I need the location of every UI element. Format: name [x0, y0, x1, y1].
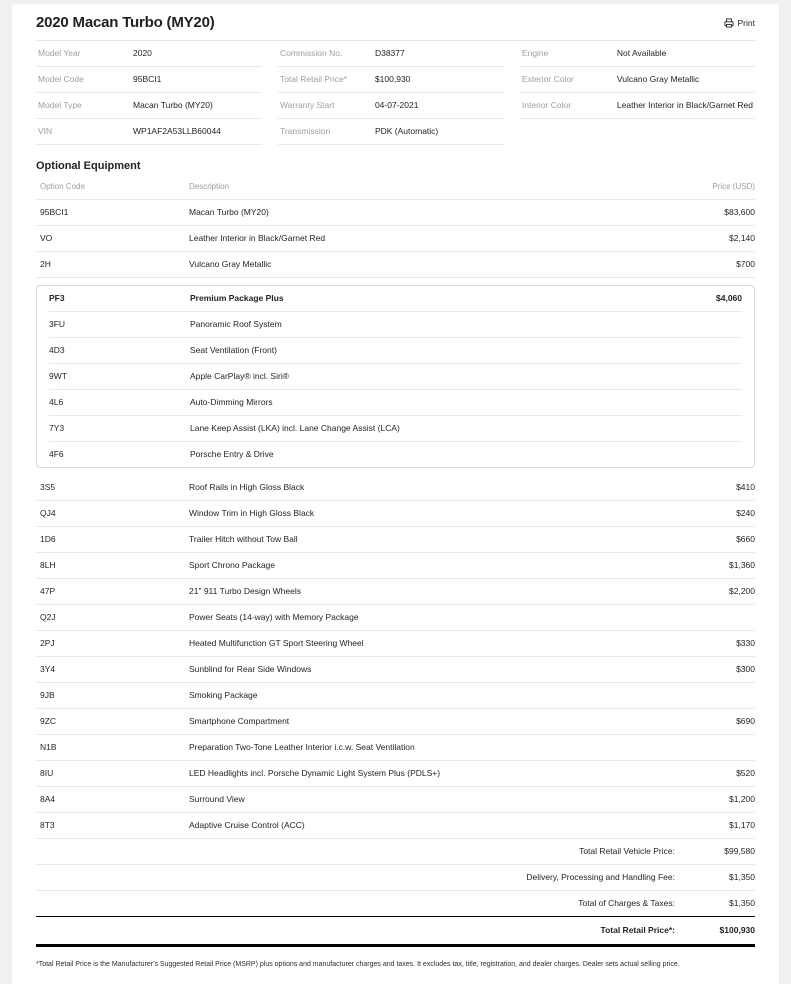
detail-value: D38377 [374, 48, 405, 58]
total-label: Total of Charges & Taxes: [578, 898, 675, 908]
total-retail-price-row [36, 916, 755, 947]
option-code: 1D6 [40, 534, 56, 544]
option-price: $2,200 [729, 586, 755, 596]
total-row [36, 891, 755, 916]
option-description: Vulcano Gray Metallic [189, 259, 272, 269]
detail-label: VIN [38, 126, 53, 136]
option-price: $700 [736, 259, 755, 269]
print-label: Print [737, 17, 755, 28]
option-code: 9JB [40, 690, 55, 700]
details-column-1 [36, 41, 262, 145]
option-description: Surround View [189, 794, 245, 804]
option-code: 4F6 [49, 449, 64, 459]
package-item-row [49, 416, 742, 442]
equipment-rows-top [36, 200, 755, 278]
option-code: Q2J [40, 612, 56, 622]
header-description: Description [189, 182, 230, 191]
vehicle-summary-card [12, 4, 779, 984]
detail-value: WP1AF2A53LLB60044 [133, 126, 221, 136]
option-price: $660 [736, 534, 755, 544]
option-price: $1,360 [729, 560, 755, 570]
option-price: $520 [736, 768, 755, 778]
equipment-row [36, 579, 755, 605]
detail-label: Model Year [38, 48, 81, 58]
option-code: 47P [40, 586, 56, 596]
header-option-code: Option Code [40, 182, 85, 191]
equipment-row [36, 226, 755, 252]
option-description: Seat Ventilation (Front) [190, 345, 277, 355]
detail-row [520, 41, 755, 67]
option-description: Adaptive Cruise Control (ACC) [189, 820, 305, 830]
total-retail-price-label: Total Retail Price*: [600, 925, 675, 935]
option-description: Lane Keep Assist (LKA) incl. Lane Change Assist (LCA) [190, 423, 400, 433]
total-label: Delivery, Processing and Handling Fee: [526, 872, 675, 882]
option-description: Auto-Dimming Mirrors [190, 397, 273, 407]
option-code: 8A4 [40, 794, 56, 804]
option-description: Leather Interior in Black/Garnet Red [189, 233, 326, 243]
detail-row [520, 67, 755, 93]
equipment-row [36, 631, 755, 657]
total-row [36, 839, 755, 865]
equipment-row [36, 475, 755, 501]
option-description: Trailer Hitch without Tow Ball [189, 534, 298, 544]
vehicle-details-grid [36, 41, 755, 145]
option-code: 8LH [40, 560, 56, 570]
option-code: N1B [40, 742, 57, 752]
premium-package-box [36, 285, 755, 468]
option-description: Macan Turbo (MY20) [189, 207, 269, 217]
detail-value: Vulcano Gray Metallic [616, 74, 700, 84]
package-item-row [49, 442, 742, 467]
package-item-row [49, 338, 742, 364]
equipment-row [36, 252, 755, 278]
option-description: Premium Package Plus [190, 293, 284, 303]
equipment-row [36, 501, 755, 527]
equipment-row [36, 761, 755, 787]
package-items [49, 312, 742, 467]
totals-section [36, 839, 755, 947]
detail-label: Transmission [279, 126, 331, 136]
option-code: 9WT [49, 371, 67, 381]
option-code: 3Y4 [40, 664, 56, 674]
detail-value: PDK (Automatic) [374, 126, 439, 136]
option-description: Apple CarPlay® incl. Siri® [190, 371, 289, 381]
detail-label: Model Type [38, 100, 82, 110]
equipment-row [36, 709, 755, 735]
equipment-row [36, 735, 755, 761]
option-description: Porsche Entry & Drive [190, 449, 274, 459]
total-value: $1,350 [729, 872, 755, 882]
option-code: 4L6 [49, 397, 64, 407]
option-code: PF3 [49, 293, 65, 303]
option-price: $4,060 [716, 293, 742, 303]
option-price: $83,600 [724, 207, 755, 217]
option-code: 3S5 [40, 482, 56, 492]
detail-label: Model Code [38, 74, 84, 84]
detail-row [36, 67, 262, 93]
option-code: 7Y3 [49, 423, 65, 433]
detail-row [278, 41, 504, 67]
option-price: $300 [736, 664, 755, 674]
detail-row [36, 93, 262, 119]
equipment-row [36, 813, 755, 839]
option-price: $330 [736, 638, 755, 648]
option-code: 8IU [40, 768, 54, 778]
detail-value: $100,930 [374, 74, 411, 84]
option-description: Heated Multifunction GT Sport Steering Wheel [189, 638, 364, 648]
option-description: Roof Rails in High Gloss Black [189, 482, 305, 492]
equipment-table-header [36, 174, 755, 200]
page-title: 2020 Macan Turbo (MY20) [36, 14, 215, 31]
option-description: 21" 911 Turbo Design Wheels [189, 586, 302, 596]
equipment-row [36, 605, 755, 631]
option-price: $690 [736, 716, 755, 726]
package-header-row [49, 286, 742, 312]
detail-row [36, 41, 262, 67]
printer-icon [724, 18, 734, 28]
option-description: Sunblind for Rear Side Windows [189, 664, 312, 674]
option-price: $2,140 [729, 233, 755, 243]
detail-label: Engine [521, 48, 549, 58]
total-value: $1,350 [729, 898, 755, 908]
details-column-2 [278, 41, 504, 145]
option-price: $1,200 [729, 794, 755, 804]
equipment-row [36, 553, 755, 579]
detail-value: Leather Interior in Black/Garnet Red [616, 100, 753, 110]
option-description: Smoking Package [189, 690, 258, 700]
detail-value: 2020 [133, 48, 152, 58]
option-price: $410 [736, 482, 755, 492]
details-column-3 [520, 41, 755, 145]
optional-equipment-heading: Optional Equipment [36, 160, 141, 172]
detail-value: 95BCI1 [133, 74, 162, 84]
equipment-row [36, 527, 755, 553]
total-label: Total Retail Vehicle Price: [579, 846, 675, 856]
totals-subrows [36, 839, 755, 916]
detail-row [278, 67, 504, 93]
option-price: $1,170 [729, 820, 755, 830]
option-price: $240 [736, 508, 755, 518]
equipment-row [36, 683, 755, 709]
detail-row [278, 119, 504, 145]
package-item-row [49, 364, 742, 390]
equipment-row [36, 657, 755, 683]
option-code: 2H [40, 259, 51, 269]
total-retail-price-value: $100,930 [719, 925, 755, 935]
detail-row [36, 119, 262, 145]
equipment-rows-bottom [36, 475, 755, 839]
total-value: $99,580 [724, 846, 755, 856]
option-description: Power Seats (14-way) with Memory Package [189, 612, 359, 622]
detail-label: Exterior Color [521, 74, 574, 84]
card-header [36, 4, 755, 41]
equipment-row [36, 200, 755, 226]
header-price: Price (USD) [712, 182, 755, 191]
print-button[interactable] [724, 18, 755, 28]
detail-value: Not Available [616, 48, 667, 58]
option-code: QJ4 [40, 508, 56, 518]
option-description: Panoramic Roof System [190, 319, 282, 329]
optional-equipment-table [36, 174, 755, 839]
option-description: Preparation Two-Tone Leather Interior i.c.w. Seat Ventilation [189, 742, 415, 752]
detail-value: 04-07-2021 [374, 100, 419, 110]
option-description: LED Headlights incl. Porsche Dynamic Light System Plus (PDLS+) [189, 768, 441, 778]
equipment-row [36, 787, 755, 813]
option-code: 9ZC [40, 716, 57, 726]
package-item-row [49, 312, 742, 338]
option-code: 2PJ [40, 638, 55, 648]
option-code: VO [40, 233, 53, 243]
option-code: 3FU [49, 319, 66, 329]
total-row [36, 865, 755, 891]
detail-label: Warranty Start [279, 100, 335, 110]
detail-value: Macan Turbo (MY20) [133, 100, 213, 110]
option-code: 95BCI1 [40, 207, 69, 217]
option-code: 8T3 [40, 820, 55, 830]
option-description: Window Trim in High Gloss Black [189, 508, 315, 518]
option-code: 4D3 [49, 345, 65, 355]
option-description: Smartphone Compartment [189, 716, 290, 726]
detail-label: Commission No. [279, 48, 343, 58]
footnote: *Total Retail Price is the Manufacturer's Suggested Retail Price (MSRP) plus options and manufacturer charges and taxes. It excludes tax, title, registration, and dealer charges. Dealer sets actual selling price. [36, 961, 680, 968]
option-description: Sport Chrono Package [189, 560, 275, 570]
detail-row [520, 93, 755, 119]
detail-row [278, 93, 504, 119]
detail-label: Interior Color [521, 100, 572, 110]
detail-label: Total Retail Price* [279, 74, 348, 84]
package-item-row [49, 390, 742, 416]
